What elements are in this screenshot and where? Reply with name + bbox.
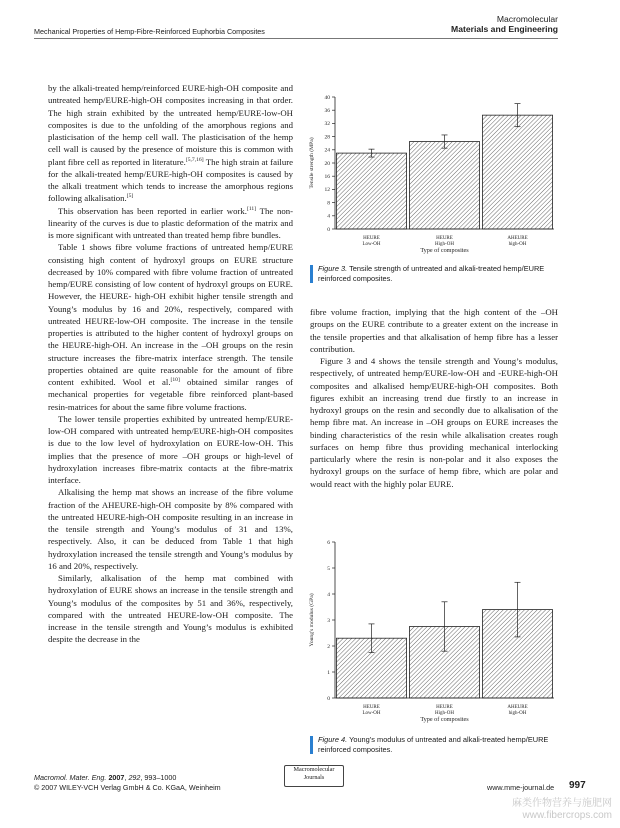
y-axis-label: Young's modulus (GPa): [309, 593, 315, 647]
y-tick-label: 8: [327, 200, 330, 207]
y-tick-label: 4: [327, 213, 330, 220]
x-tick-label: HEURE: [436, 236, 453, 241]
paragraph: by the alkali-treated hemp/reinforced EURE-high-OH composite and untreated hemp/EURE-high-OH composites increasing in that order. The high strain exhibited by the untreated hemp/EURE-low-OH composites is due to the unfolding of the amorphous regions and plasticisation of the hemp cell wall. The plasticisation of the hemp cell wall is caused by the presence of moisture this is common with plant fibre cell as reported in literature.[5,7,16] The high strain at failure for the alkali-treated hemp/EURE-high-OH composites is caused by the alkali treatment which tends to increase the amorphous regions following alkalisation.[5]: [48, 83, 293, 204]
x-tick-label: AHEURE: [507, 705, 528, 710]
figure-label: Figure 3.: [318, 264, 348, 273]
publisher-logo: Macromolecular Journals: [284, 765, 344, 787]
y-tick-label: 4: [327, 591, 330, 598]
caption-accent-bar: [310, 265, 313, 283]
y-tick-label: 0: [327, 226, 330, 233]
figure-4: [305, 532, 560, 737]
watermark: 麻类作物营养与施肥网 www.fibercrops.com: [512, 798, 612, 821]
x-tick-label: High-OH: [435, 242, 454, 247]
paragraph: Table 1 shows fibre volume fractions of untreated hemp/EURE consisting high content of hydroxyl groups on EURE structure decreased by 10% compared with fibre volume fraction of untreated hemp/EURE consisting of low content of hydroxyl groups on EURE. However, the HEURE- high-OH exhibit higher tensile strength and Young’s modulus by 16 and 20%, respectively, compared with untreated HEURE-low-OH composite. The increase in the tensile properties is attributed to the higher content of hydroxyl groups on the HEURE-high-OH. An increase in the –OH groups on the resin structure increases the fibre-matrix interface strength. The tensile properties obtained are quite reasonable for the amount of fibre content exhibited. Wool et al.[10] obtained similar ranges of mechanical properties for vegetable fibre reinforced plant-based resin-matrices for about the same fibre volume fractions.: [48, 242, 294, 412]
citation: [5]: [126, 193, 134, 200]
paragraph: Figure 3 and 4 shows the tensile strength and Young’s modulus, respectively, of untreated hemp/EURE-low-OH and -EURE-high-OH composites and alkalised hemp/EURE-high-OH composites. Both figures exhibit an increasing trend due firstly to an increase in hydroxyl groups on the resin and secondly due to alkalisation of the hemp fibre mat. An increase in –OH groups on EURE increases the binding characteristics of the resin while alkalisation creates rough surfaces on hemp fibre thus providing mechanical interlocking particularly where the resin is non-polar and it also exposes the hydroxyl groups on the surface of hemp fibre, which are polar and would react with the highly polar EURE.: [310, 356, 558, 489]
y-tick-label: 1: [327, 669, 330, 676]
bar-3: [482, 115, 552, 229]
figure-label: Figure 4.: [318, 735, 348, 744]
figure-4-caption: Figure 4. Young’s modulus of untreated and alkali-treated hemp/EURE reinforced composites.: [310, 735, 558, 755]
tensile-strength-chart: [305, 85, 560, 260]
pages: , 993–1000: [140, 773, 177, 782]
x-tick-label: high-OH: [508, 711, 527, 716]
x-tick-label: HEURE: [436, 705, 453, 710]
journal-name: [451, 14, 558, 34]
x-tick-label: AHEURE: [507, 236, 528, 241]
y-tick-label: 36: [324, 108, 330, 114]
figure-3: [305, 85, 560, 265]
y-axis-label: Tensile strength (MPa): [309, 137, 315, 189]
journal-url: www.mme-journal.de: [487, 783, 555, 792]
citation: [5,7,16]: [185, 156, 204, 163]
y-tick-label: 5: [327, 565, 330, 572]
y-tick-label: 2: [327, 643, 330, 650]
journal-abbrev: Macromol. Mater. Eng.: [34, 773, 107, 782]
x-tick-label: Low-OH: [362, 242, 381, 247]
x-tick-label: HEURE: [363, 705, 380, 710]
paragraph: This observation has been reported in earlier work.[11] The non-linearity of the curves is due to plastic deformation of the matrix and is more significant with untreated than treated hemp fibre bundles.: [48, 205, 294, 240]
y-tick-label: 24: [324, 147, 330, 154]
copyright: © 2007 WILEY-VCH Verlag GmbH & Co. KGaA, Weinheim: [34, 782, 221, 792]
y-tick-label: 40: [324, 94, 330, 101]
citation: [11]: [246, 205, 257, 212]
y-tick-label: 3: [327, 617, 330, 624]
page-number: 997: [569, 780, 586, 791]
y-tick-label: 20: [324, 160, 330, 167]
y-tick-label: 6: [327, 539, 330, 546]
citation: [10]: [170, 377, 180, 384]
y-tick-label: 12: [324, 187, 330, 194]
caption-accent-bar: [310, 736, 313, 754]
paragraph: Similarly, alkalisation of the hemp mat combined with hydroxylation of EURE shows an increase in the tensile strength and Young’s modulus of the composites by 51 and 36%, respectively, compared with the untreated HEURE-low-OH composite. The increase in the tensile strength and Young’s modulus is exhibited despite the decrease in the: [48, 573, 293, 645]
running-title: Mechanical Properties of Hemp-Fibre-Reinforced Euphorbia Composites: [34, 27, 265, 36]
journal-name-line2: Materials and Engineering: [451, 24, 558, 34]
paragraph: fibre volume fraction, implying that the high content of the –OH groups on the EURE contribute to a greater extent on the increase in the tensile properties and that alkalisation of hemp fibre has a lesser contribution.: [310, 307, 558, 354]
x-tick-label: Low-OH: [362, 711, 381, 716]
youngs-modulus-chart: [305, 532, 560, 732]
volume: 292: [128, 773, 141, 782]
paragraph: The lower tensile properties exhibited by untreated hemp/EURE-low-OH compared with untreated hemp/EURE-high-OH composites is due to the low level of hydroxylation on EURE-low-OH. This implies that the presence of more –OH groups or high-level of hydroxylation increases fibre-matrix contacts at the fibre-matrix interface.: [48, 413, 293, 485]
y-tick-label: 32: [324, 121, 330, 128]
footer-citation: Macromol. Mater. Eng. 2007, 292, 993–1000 © 2007 WILEY-VCH Verlag GmbH & Co. KGaA, Weinheim: [34, 773, 221, 792]
right-column: [310, 306, 558, 490]
x-axis-label: Type of composites: [420, 716, 469, 723]
x-tick-label: HEURE: [363, 236, 380, 241]
journal-name-line1: Macromolecular: [496, 14, 558, 24]
figure-3-caption: Figure 3. Tensile strength of untreated and alkali-treated hemp/EURE reinforced composites.: [310, 264, 558, 284]
x-tick-label: High-OH: [435, 711, 454, 716]
paragraph: Alkalising the hemp mat shows an increase of the fibre volume fraction of the AHEURE-high-OH composite by 8% compared with the untreated HEURE-high-OH composite resulting in an increase in the tensile strength and Young’s modulus of 31 and 13%, respectively. Also, it can be deduced from Table 1 that high hydroxylation increased the tensile strength and Young’s modulus by 16 and 20%, respectively.: [48, 487, 293, 571]
bar-2: [409, 142, 479, 229]
y-tick-label: 0: [327, 695, 330, 702]
y-tick-label: 16: [324, 174, 330, 180]
x-axis-label: Type of composites: [420, 247, 469, 254]
y-tick-label: 28: [324, 134, 330, 141]
left-column: [48, 82, 293, 646]
x-tick-label: high-OH: [508, 242, 527, 247]
header-divider: [34, 38, 558, 39]
year: 2007: [108, 773, 125, 782]
bar-1: [336, 153, 406, 229]
